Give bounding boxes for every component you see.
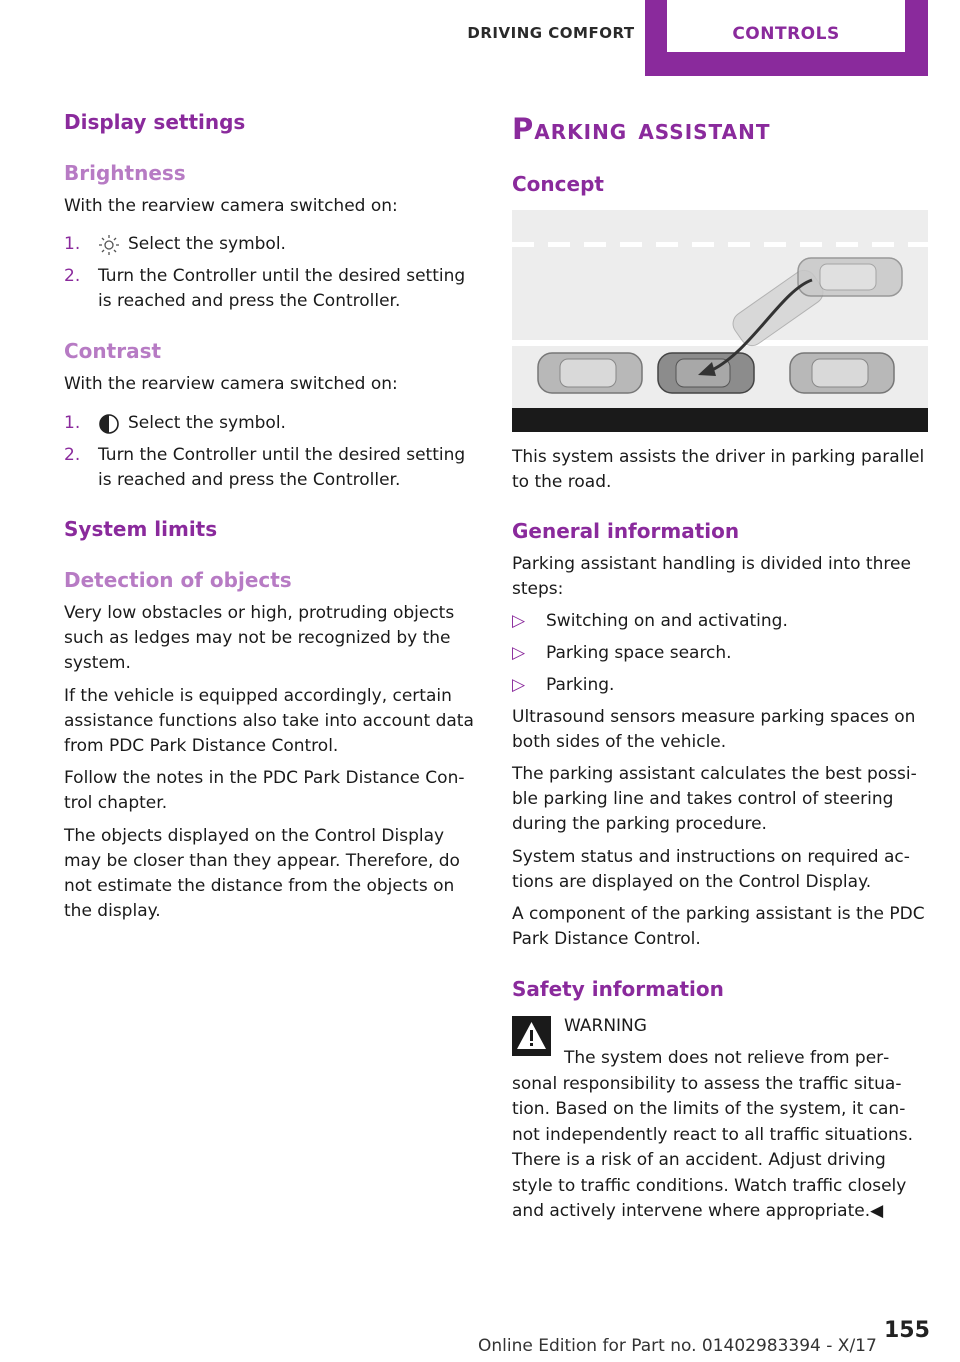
contrast-icon	[98, 413, 120, 435]
general-paragraph-4: A component of the parking assistant is the PDC Park Distance Control.	[512, 904, 925, 949]
general-intro: Parking assistant handling is divided into three steps:	[512, 554, 911, 599]
heading-detection: Detection of objects	[64, 568, 292, 592]
chapter-tab	[645, 0, 928, 76]
page-title: Parking assistant	[512, 112, 771, 146]
triangle-bullet-icon: ▷	[512, 611, 526, 631]
heading-system-limits: System limits	[64, 517, 218, 541]
step-number: 1.	[64, 234, 81, 254]
heading-concept: Concept	[512, 172, 604, 196]
general-paragraph-1: Ultrasound sensors measure parking spaces on both sides of the vehicle.	[512, 707, 916, 752]
step-text: Select the symbol.	[128, 413, 286, 433]
step-text: Turn the Controller until the desired setting is reached and press the Controller.	[98, 445, 466, 490]
warning-text: The system does not relieve from per‐ sonal responsibility to assess the traffic situa‐ tion. Based on the limits of the system, it can‐ not independently react to all traffic situations. There is a risk of an accident. Adjust driving style to traffic conditions. Watch traffic closely and actively intervene where appropriate.◀	[512, 1048, 914, 1221]
step-text: Turn the Controller until the desired setting is reached and press the Controller.	[98, 266, 466, 311]
heading-brightness: Brightness	[64, 161, 186, 185]
ghost-car	[798, 258, 902, 296]
bullet-text: Parking space search.	[546, 643, 732, 663]
parking-illustration	[512, 210, 928, 432]
edition-footer: Online Edition for Part no. 01402983394 - X/17	[478, 1336, 877, 1356]
warning-label: WARNING	[564, 1016, 647, 1036]
step-text: Select the symbol.	[128, 234, 286, 254]
step-number: 2.	[64, 266, 81, 286]
bullet-text: Switching on and activating.	[546, 611, 788, 631]
sun-icon	[98, 234, 120, 256]
heading-display-settings: Display settings	[64, 110, 246, 134]
chapter-tab-label: CONTROLS	[667, 0, 905, 52]
detection-paragraph-3: Follow the notes in the PDC Park Distance Con‐ trol chapter.	[64, 768, 465, 813]
detection-paragraph-4: The objects displayed on the Control Display may be closer than they appear. Therefore, do not estimate the distance from the objects on the display.	[64, 826, 460, 921]
step-number: 1.	[64, 413, 81, 433]
brightness-intro: With the rearview camera switched on:	[64, 196, 398, 216]
heading-safety-information: Safety information	[512, 977, 724, 1001]
triangle-bullet-icon: ▷	[512, 675, 526, 695]
general-paragraph-2: The parking assistant calculates the best possi‐ ble parking line and takes control of steering during the parking procedure.	[512, 764, 917, 834]
concept-caption: This system assists the driver in parking parallel to the road.	[512, 447, 925, 492]
parked-car	[538, 353, 642, 393]
heading-general-information: General information	[512, 519, 740, 543]
heading-contrast: Contrast	[64, 339, 162, 363]
general-paragraph-3: System status and instructions on required ac‐ tions are displayed on the Control Display.	[512, 847, 910, 892]
bullet-text: Parking.	[546, 675, 615, 695]
contrast-intro: With the rearview camera switched on:	[64, 374, 398, 394]
step-number: 2.	[64, 445, 81, 465]
running-header-section: DRIVING COMFORT	[467, 24, 635, 42]
detection-paragraph-1: Very low obstacles or high, protruding objects such as ledges may not be recognized by the system.	[64, 603, 455, 673]
detection-paragraph-2: If the vehicle is equipped accordingly, certain assistance functions also take into account data from PDC Park Distance Control.	[64, 686, 474, 756]
triangle-bullet-icon: ▷	[512, 643, 526, 663]
page-number: 155	[884, 1318, 930, 1343]
parked-car	[790, 353, 894, 393]
